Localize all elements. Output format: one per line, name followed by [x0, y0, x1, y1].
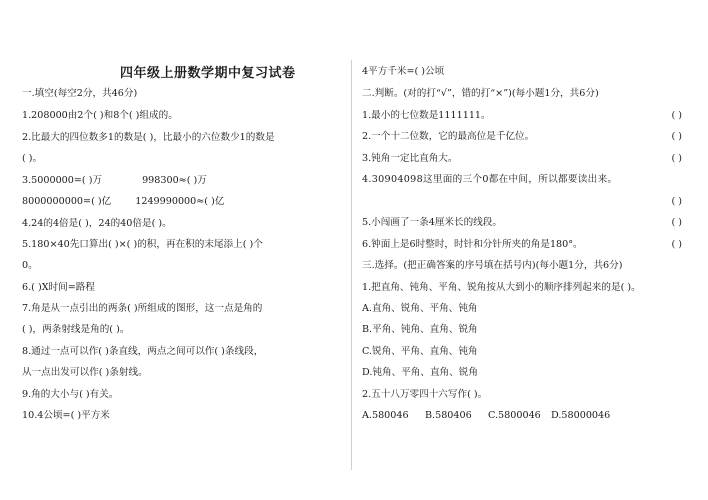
question-10: 10.4公顷=( )平方米	[22, 410, 110, 421]
choice-2: 2.五十八万零四十六写作( )。	[362, 389, 488, 400]
question-3-part-d: 1249990000≈( )亿	[135, 196, 225, 207]
judgement-2-answer-box: ( )	[671, 131, 682, 142]
judgement-5-answer-box: ( )	[671, 217, 682, 228]
question-5-line-2: 0。	[22, 260, 38, 271]
judgement-1: 1.最小的七位数是1111111。	[362, 110, 491, 121]
judgement-2: 2.一个十二位数，它的最高位是千亿位。	[362, 131, 535, 142]
question-3-line-1	[22, 175, 207, 187]
question-6: 6.( )X时间=路程	[22, 282, 95, 293]
judgement-3-answer-box: ( )	[671, 153, 682, 164]
judgement-4: 4.30904098这里面的三个0都在中间，所以都要读出来。	[362, 174, 618, 185]
choice-1-option-a: A.直角、锐角、平角、钝角	[362, 303, 478, 314]
judgement-1-answer-box: ( )	[671, 110, 682, 121]
choice-1-option-d: D.钝角、平角、直角、锐角	[362, 367, 478, 378]
choice-1: 1.把直角、钝角、平角、锐角按从大到小的顺序排列起来的是( )。	[362, 282, 641, 293]
section-judgement-heading: 二.判断。(对的打“√”，错的打“×”)(每小题1分，共6分)	[362, 88, 599, 99]
choice-2-option-d: D.58000046	[551, 410, 611, 421]
section-choice-heading: 三.选择。(把正确答案的序号填在括号内)(每小题1分，共6分)	[362, 260, 623, 271]
question-1: 1.208000由2个( )和8个( )组成的。	[22, 110, 178, 121]
question-2-line-2: ( )。	[22, 153, 43, 164]
choice-2-options	[362, 410, 610, 422]
question-7-line-1: 7.角是从一点引出的两条( )所组成的图形，这一点是角的	[22, 303, 263, 314]
judgement-3: 3.钝角一定比直角大。	[362, 153, 458, 164]
question-7-line-2: ( )，两条射线是角的( )。	[22, 324, 130, 335]
question-10-continued: 4平方千米=( )公顷	[362, 66, 445, 77]
question-2-line-1: 2.比最大的四位数多1的数是( )，比最小的六位数少1的数是	[22, 132, 275, 143]
question-9: 9.角的大小与( )有关。	[22, 389, 119, 400]
question-8-line-2: 从一点出发可以作( )条射线。	[22, 367, 148, 378]
question-5-line-1: 5.180×40先口算出( )×( )的积，再在积的末尾添上( )个	[22, 239, 263, 250]
choice-2-option-c: C.5800046	[488, 410, 541, 421]
judgement-5: 5.小闯画了一条4厘米长的线段。	[362, 217, 502, 228]
question-3-part-b: 998300≈( )万	[142, 175, 207, 186]
question-4: 4.24的4倍是( )，24的40倍是( )。	[22, 218, 172, 229]
choice-1-option-b: B.平角、钝角、直角、锐角	[362, 324, 478, 335]
section-fill-in-heading: 一.填空(每空2分，共46分)	[22, 88, 138, 99]
judgement-6: 6.钟面上是6时整时，时针和分针所夹的角是180°。	[362, 239, 583, 250]
question-8-line-1: 8.通过一点可以作( )条直线，两点之间可以作( )条线段，	[22, 346, 264, 357]
choice-2-option-a: A.580046	[362, 410, 409, 421]
column-divider	[351, 60, 352, 470]
question-3-part-a: 3.5000000=( )万	[22, 175, 103, 186]
page-title: 四年级上册数学期中复习试卷	[120, 66, 296, 81]
question-3-part-c: 8000000000=( )亿	[22, 196, 112, 207]
judgement-4-answer-box: ( )	[671, 196, 682, 207]
judgement-6-answer-box: ( )	[671, 239, 682, 250]
question-3-line-2	[22, 196, 224, 208]
choice-1-option-c: C.锐角、平角、直角、钝角	[362, 346, 478, 357]
choice-2-option-b: B.580406	[425, 410, 472, 421]
